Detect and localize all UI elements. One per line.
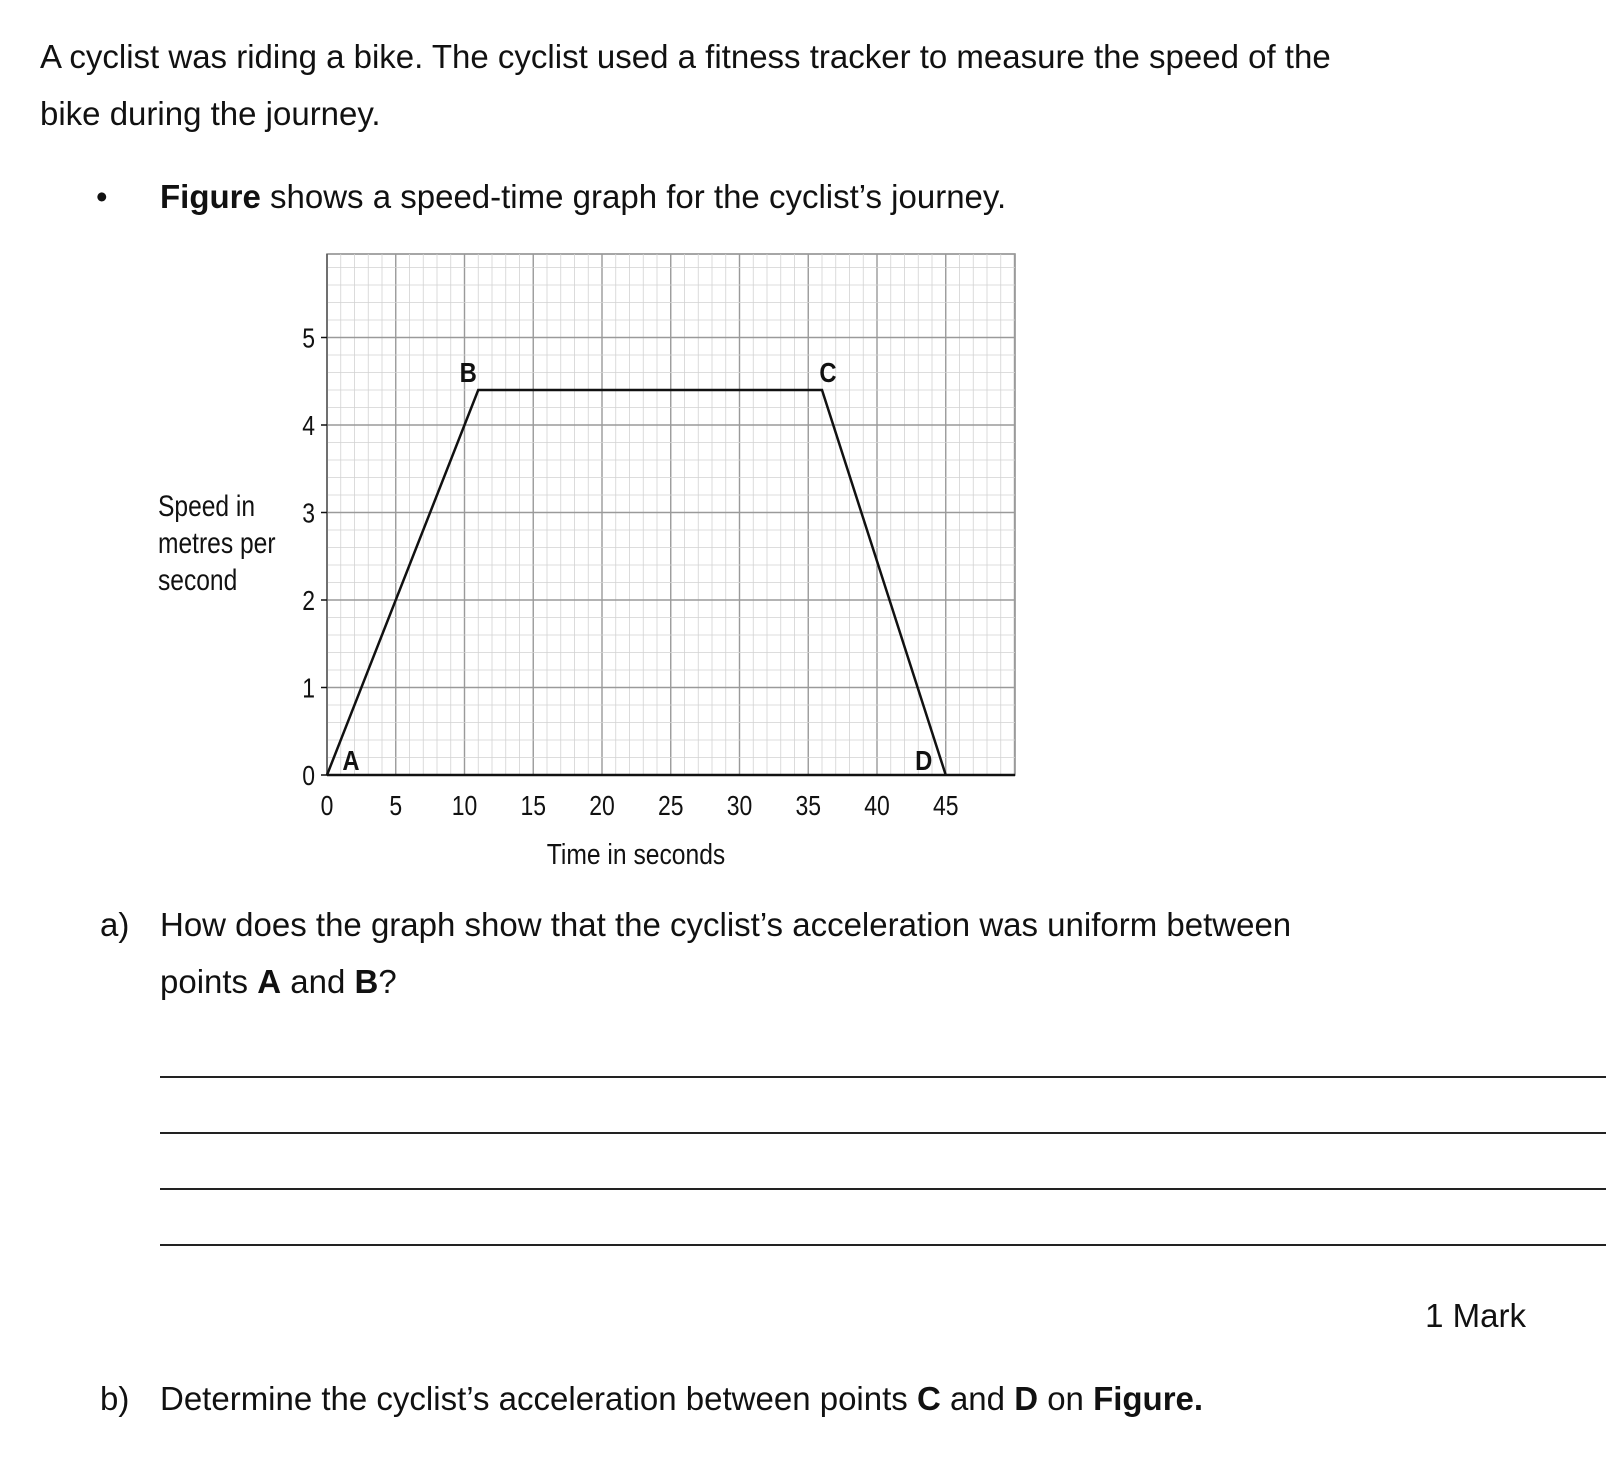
point-a-bold: A bbox=[257, 963, 282, 1000]
answer-line-1[interactable] bbox=[160, 1076, 1606, 1078]
question-b-text bbox=[160, 1382, 1203, 1415]
x-tick-label: 15 bbox=[520, 790, 547, 822]
point-d-bold: D bbox=[1014, 1380, 1039, 1417]
y-axis-label-line: metres per bbox=[158, 525, 276, 560]
question-a-points: points bbox=[160, 963, 258, 1000]
question-a-end: ? bbox=[378, 963, 397, 1000]
x-tick-label: 35 bbox=[795, 790, 822, 822]
bullet-dot: • bbox=[96, 178, 108, 215]
y-tick-label: 4 bbox=[302, 410, 316, 442]
question-b-on: on bbox=[1038, 1380, 1094, 1417]
y-tick-label: 2 bbox=[302, 585, 316, 617]
marks-label: 1 Mark bbox=[1425, 1297, 1526, 1334]
question-b-prefix: b) bbox=[100, 1380, 130, 1417]
y-tick-label: 1 bbox=[302, 673, 316, 705]
x-tick-label: 30 bbox=[726, 790, 753, 822]
x-tick-label: 45 bbox=[932, 790, 959, 822]
chart-labels bbox=[158, 323, 959, 870]
y-tick-label: 5 bbox=[302, 323, 316, 355]
point-c-bold: C bbox=[916, 1380, 941, 1417]
y-axis-label-line: second bbox=[158, 562, 238, 597]
x-tick-label: 40 bbox=[864, 790, 890, 822]
question-a-and: and bbox=[281, 963, 355, 1000]
point-label-d: D bbox=[915, 744, 933, 777]
point-b-bold: B bbox=[354, 963, 379, 1000]
answer-line-3[interactable] bbox=[160, 1188, 1606, 1190]
y-tick-label: 3 bbox=[302, 498, 316, 530]
y-tick-label: 0 bbox=[302, 760, 316, 792]
point-label-b: B bbox=[459, 356, 477, 389]
bullet-figure-bold: Figure bbox=[160, 178, 261, 215]
x-tick-label: 0 bbox=[320, 790, 334, 822]
x-tick-label: 20 bbox=[589, 790, 615, 822]
bullet-rest: shows a speed-time graph for the cyclist’s journey. bbox=[260, 178, 1007, 215]
intro-line-2: bike during the journey. bbox=[40, 95, 381, 132]
point-label-c: C bbox=[819, 356, 837, 389]
question-a-line-1: How does the graph show that the cyclist’s acceleration was uniform between bbox=[160, 906, 1292, 943]
question-b-and: and bbox=[940, 1380, 1015, 1417]
x-tick-label: 25 bbox=[657, 790, 684, 822]
chart-axes bbox=[321, 254, 1015, 775]
answer-line-4[interactable] bbox=[160, 1244, 1606, 1246]
question-a-prefix: a) bbox=[100, 906, 130, 943]
y-axis-label-line: Speed in bbox=[158, 488, 256, 523]
figure-bold: Figure. bbox=[1093, 1380, 1204, 1417]
intro-line-1: A cyclist was riding a bike. The cyclist used a fitness tracker to measure the speed of the bbox=[40, 38, 1331, 75]
x-tick-label: 10 bbox=[451, 790, 478, 822]
x-tick-label: 5 bbox=[389, 790, 403, 822]
answer-line-2[interactable] bbox=[160, 1132, 1606, 1134]
x-axis-label: Time in seconds bbox=[546, 838, 726, 871]
question-a-line-2 bbox=[160, 965, 397, 998]
point-label-a: A bbox=[342, 744, 360, 777]
question-b-start: Determine the cyclist’s acceleration between points bbox=[160, 1380, 917, 1417]
